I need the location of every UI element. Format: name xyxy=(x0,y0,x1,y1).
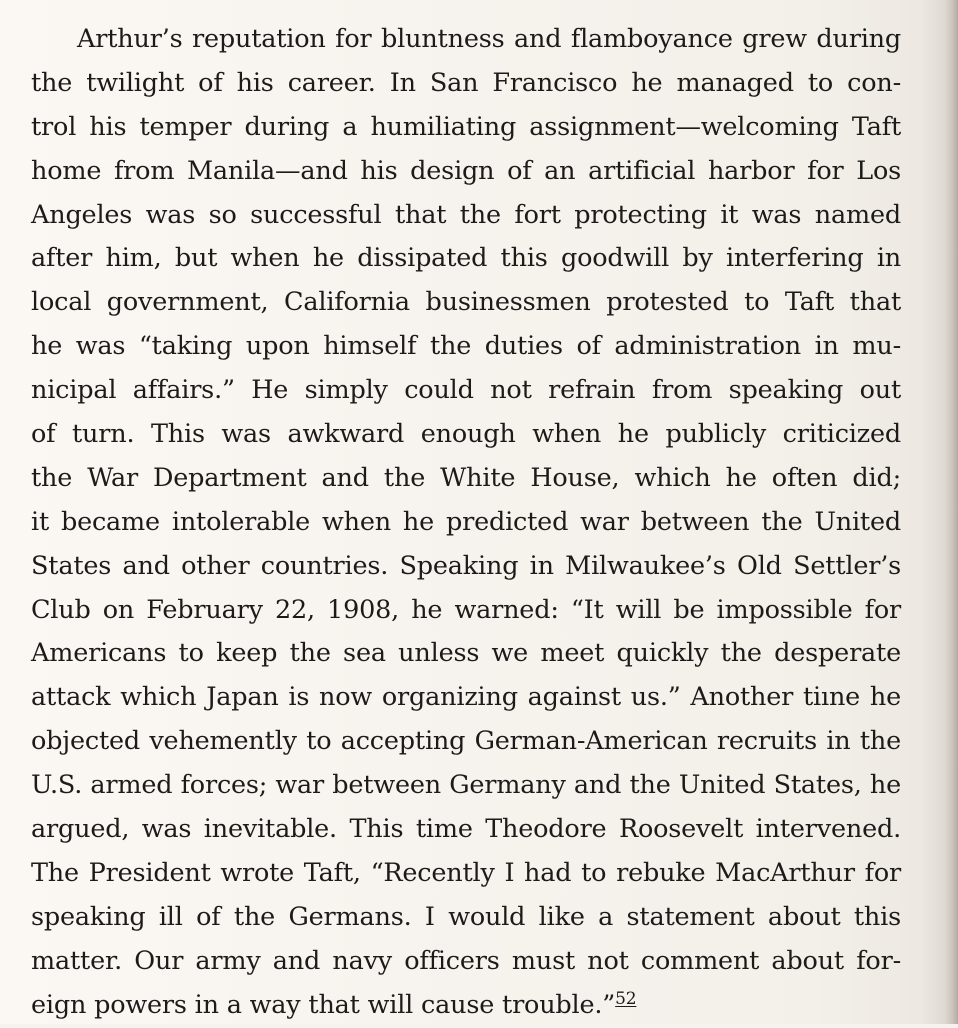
text-line: after him, but when he dissipated this goodwill by interfering in xyxy=(31,243,901,274)
text-line: argued, was inevitable. This time Theodore Roosevelt intervened. xyxy=(31,814,901,845)
text-line: of turn. This was awkward enough when he publicly criticized xyxy=(31,419,901,450)
page-edge-shadow xyxy=(944,0,958,1024)
text-line: The President wrote Taft, “Recently I had to rebuke MacArthur for xyxy=(31,857,901,888)
footnote-reference[interactable]: 52 xyxy=(615,988,637,1009)
text-line: Americans to keep the sea unless we meet quickly the desperate xyxy=(31,638,901,669)
text-line: home from Manila—and his design of an artificial harbor for Los xyxy=(31,155,901,186)
text-line: speaking ill of the Germans. I would like a statement about this xyxy=(31,901,901,932)
text-line: local government, California businessmen protested to Taft that xyxy=(31,287,901,318)
text-line: trol his temper during a humiliating assignment—welcoming Taft xyxy=(31,111,901,142)
text-line: the War Department and the White House, which he often did; xyxy=(31,462,901,493)
text-line: U.S. armed forces; war between Germany and the United States, he xyxy=(31,770,901,801)
text-line: nicipal affairs.” He simply could not refrain from speaking out xyxy=(31,375,901,406)
text-line-last-content: eign powers in a way that will cause trouble.” xyxy=(31,989,616,1020)
body-paragraph xyxy=(31,18,901,1027)
text-line: the twilight of his career. In San Francisco he managed to con- xyxy=(31,67,901,98)
text-line: Angeles was so successful that the fort protecting it was named xyxy=(31,199,901,230)
text-line: objected vehemently to accepting German-American recruits in the xyxy=(31,726,901,757)
text-line: matter. Our army and navy officers must not comment about for- xyxy=(31,945,901,976)
text-line: it became intolerable when he predicted war between the United xyxy=(31,506,901,537)
text-line: Arthur’s reputation for bluntness and flamboyance grew during xyxy=(77,24,901,54)
text-line: he was “taking upon himself the duties of administration in mu- xyxy=(31,331,901,362)
text-line: States and other countries. Speaking in Milwaukee’s Old Settler’s xyxy=(31,550,901,581)
text-line: attack which Japan is now organizing against us.” Another tiıne he xyxy=(31,682,901,713)
text-line: Club on February 22, 1908, he warned: “It will be impossible for xyxy=(31,594,901,625)
text-line-last xyxy=(31,984,901,1028)
